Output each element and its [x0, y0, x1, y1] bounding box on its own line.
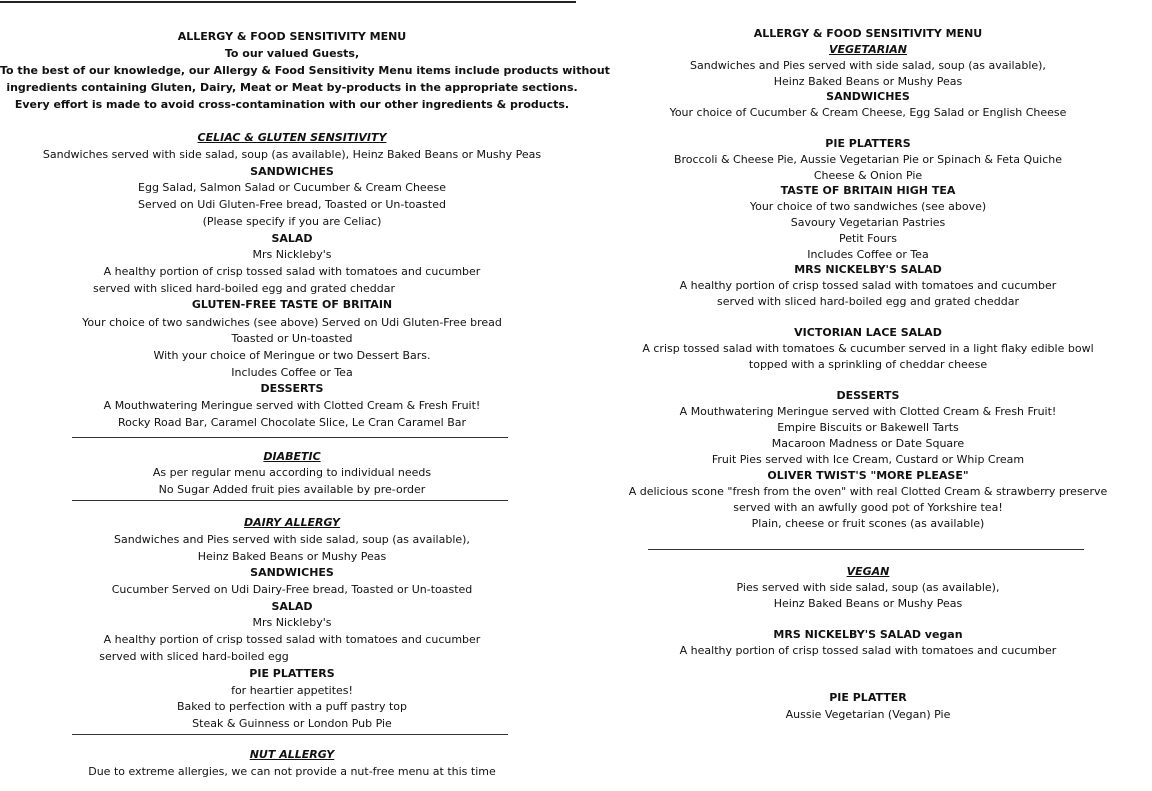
- menu-item: Served on Udi Gluten-Free bread, Toasted or Un-toasted: [138, 198, 446, 211]
- menu-item: Heinz Baked Beans or Mushy Peas: [773, 75, 963, 88]
- sandwiches-heading: SANDWICHES: [250, 165, 334, 178]
- menu-item: Fruit Pies served with Ice Cream, Custard or Whip Cream: [711, 453, 1025, 466]
- menu-item: Includes Coffee or Tea: [231, 366, 353, 379]
- menu-item: for heartier appetites!: [231, 684, 353, 697]
- menu-item: Mrs Nickleby's: [252, 248, 332, 261]
- menu-item: Petit Fours: [838, 232, 898, 245]
- high-tea-heading: TASTE OF BRITAIN HIGH TEA: [780, 184, 956, 197]
- celiac-heading: CELIAC & GLUTEN SENSITIVITY: [197, 131, 387, 144]
- menu-item: A crisp tossed salad with tomatoes & cucumber served in a light flaky edible bowl: [642, 342, 1094, 355]
- scan-edge-line: [0, 1, 576, 3]
- menu-item: Broccoli & Cheese Pie, Aussie Vegetarian Pie or Spinach & Feta Quiche: [673, 153, 1063, 166]
- menu-item: topped with a sprinkling of cheddar cheese: [748, 358, 988, 371]
- menu-title: ALLERGY & FOOD SENSITIVITY MENU: [753, 27, 983, 40]
- menu-item: (Please specify if you are Celiac): [202, 215, 382, 228]
- menu-item: As per regular menu according to individual needs: [152, 466, 432, 479]
- menu-item: Rocky Road Bar, Caramel Chocolate Slice, Le Cran Caramel Bar: [117, 416, 467, 429]
- menu-item: Macaroon Madness or Date Square: [771, 437, 965, 450]
- nut-allergy-heading: NUT ALLERGY: [249, 748, 335, 761]
- menu-item: Savoury Vegetarian Pastries: [790, 216, 946, 229]
- dairy-allergy-heading: DAIRY ALLERGY: [243, 516, 341, 529]
- menu-item: served with sliced hard-boiled egg and grated cheddar: [92, 282, 396, 295]
- diabetic-heading: DIABETIC: [263, 450, 321, 463]
- menu-item: Heinz Baked Beans or Mushy Peas: [197, 550, 387, 563]
- menu-title: ALLERGY & FOOD SENSITIVITY MENU: [177, 30, 407, 43]
- vegetarian-heading: VEGETARIAN: [828, 43, 907, 56]
- section-divider: [72, 437, 508, 438]
- celiac-note: Sandwiches served with side salad, soup (as available), Heinz Baked Beans or Mushy Peas: [42, 148, 542, 161]
- pie-platters-heading: PIE PLATTERS: [825, 137, 911, 150]
- menu-item: Steak & Guinness or London Pub Pie: [192, 717, 392, 730]
- menu-item: A Mouthwatering Meringue served with Clotted Cream & Fresh Fruit!: [103, 399, 481, 412]
- menu-item: Baked to perfection with a puff pastry top: [176, 700, 407, 713]
- menu-item: A healthy portion of crisp tossed salad with tomatoes and cucumber: [679, 279, 1057, 292]
- menu-item: Empire Biscuits or Bakewell Tarts: [777, 421, 959, 434]
- menu-item: Toasted or Un-toasted: [231, 332, 353, 345]
- menu-item: Your choice of two sandwiches (see above) Served on Udi Gluten-Free bread: [82, 316, 502, 329]
- menu-item: A Mouthwatering Meringue served with Clotted Cream & Fresh Fruit!: [679, 405, 1057, 418]
- menu-item: Heinz Baked Beans or Mushy Peas: [773, 597, 963, 610]
- menu-item: A healthy portion of crisp tossed salad with tomatoes and cucumber: [103, 265, 481, 278]
- sandwiches-heading: SANDWICHES: [250, 566, 334, 579]
- menu-item: served with sliced hard-boiled egg: [99, 650, 289, 663]
- menu-item: served with sliced hard-boiled egg and grated cheddar: [716, 295, 1020, 308]
- menu-item: Plain, cheese or fruit scones (as available): [751, 517, 985, 530]
- menu-item: Sandwiches and Pies served with side salad, soup (as available),: [114, 533, 470, 546]
- menu-item: Cucumber Served on Udi Dairy-Free bread, Toasted or Un-toasted: [111, 583, 473, 596]
- menu-item: Your choice of two sandwiches (see above): [749, 200, 987, 213]
- section-divider: [648, 549, 1084, 550]
- menu-item: A healthy portion of crisp tossed salad with tomatoes and cucumber: [679, 644, 1057, 657]
- salad-heading: SALAD: [271, 600, 313, 613]
- victorian-lace-heading: VICTORIAN LACE SALAD: [794, 326, 942, 339]
- menu-item: Cheese & Onion Pie: [813, 169, 923, 182]
- section-divider: [72, 734, 508, 735]
- pie-platters-heading: PIE PLATTERS: [249, 667, 335, 680]
- menu-item: A healthy portion of crisp tossed salad with tomatoes and cucumber: [103, 633, 481, 646]
- intro-line: ingredients containing Gluten, Dairy, Meat or Meat by-products in the appropriate sections.: [6, 81, 578, 94]
- pie-platter-heading: PIE PLATTER: [829, 691, 907, 704]
- desserts-heading: DESSERTS: [260, 382, 324, 395]
- menu-item: Egg Salad, Salmon Salad or Cucumber & Cream Cheese: [138, 181, 446, 194]
- menu-item: A delicious scone "fresh from the oven" with real Clotted Cream & strawberry preserve: [628, 485, 1108, 498]
- desserts-heading: DESSERTS: [836, 389, 900, 402]
- menu-item: Sandwiches and Pies served with side salad, soup (as available),: [690, 59, 1046, 72]
- menu-item: Your choice of Cucumber & Cream Cheese, Egg Salad or English Cheese: [669, 106, 1067, 119]
- greeting: To our valued Guests,: [224, 47, 360, 60]
- vegan-salad-heading: MRS NICKELBY'S SALAD vegan: [773, 628, 963, 641]
- menu-item: No Sugar Added fruit pies available by pre-order: [158, 483, 426, 496]
- menu-item: served with an awfully good pot of Yorkshire tea!: [733, 501, 1003, 514]
- more-please-heading: OLIVER TWIST'S "MORE PLEASE": [767, 469, 969, 482]
- sandwiches-heading: SANDWICHES: [826, 90, 910, 103]
- nickelby-salad-heading: MRS NICKELBY'S SALAD: [794, 263, 942, 276]
- intro-line: Every effort is made to avoid cross-contamination with our other ingredients & products.: [14, 98, 570, 111]
- gluten-free-tob-heading: GLUTEN-FREE TASTE OF BRITAIN: [191, 298, 393, 311]
- menu-item: Aussie Vegetarian (Vegan) Pie: [785, 708, 951, 721]
- intro-line: To the best of our knowledge, our Allergy & Food Sensitivity Menu items include products without: [0, 64, 610, 77]
- menu-item: Pies served with side salad, soup (as available),: [736, 581, 1000, 594]
- vegan-heading: VEGAN: [846, 565, 890, 578]
- section-divider: [72, 500, 508, 501]
- salad-heading: SALAD: [271, 232, 313, 245]
- menu-item: Includes Coffee or Tea: [807, 248, 929, 261]
- menu-item: Mrs Nickleby's: [252, 616, 332, 629]
- menu-item: Due to extreme allergies, we can not provide a nut-free menu at this time: [88, 765, 496, 778]
- menu-item: With your choice of Meringue or two Dessert Bars.: [153, 349, 431, 362]
